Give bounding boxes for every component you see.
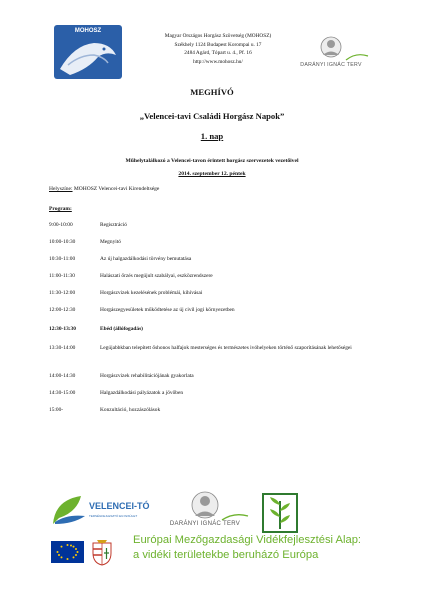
program-desc: Halászati őrzés megújult szabályai, eszközrendszere <box>100 273 213 279</box>
program-desc: Halgazdálkodási pályázatok a jövőben <box>100 390 184 396</box>
eafrd-slogan <box>133 533 383 563</box>
eu-stars-icon <box>51 541 84 563</box>
org-website[interactable]: http://www.mohosz.hu/ <box>193 58 243 65</box>
day-title: 1. nap <box>200 131 224 141</box>
program-time: 15:00- <box>49 407 64 413</box>
program-desc: Regisztráció <box>100 222 127 228</box>
ministry-seal <box>89 537 115 567</box>
velencei-to-sub: TERSÉGFEJLESZTŐ EGYESÜLET <box>89 514 138 518</box>
program-time: 12:00-12:30 <box>49 307 76 313</box>
mohosz-logo-text: MOHOSZ <box>74 28 102 34</box>
leader-wheat-icon <box>262 493 298 533</box>
eafrd-line-1: Európai Mezőgazdasági Vidékfejlesztési Alap: <box>133 534 362 546</box>
eafrd-line-2: a vidéki területekbe beruházó Európa <box>133 549 319 561</box>
program-time: 13:30-14:00 <box>49 345 76 351</box>
eu-flag <box>51 541 84 563</box>
program-desc: Horgászvizek rehabilitációjának gyakorlata <box>100 373 194 379</box>
workshop-subtitle: Műhelytalálkozó a Velencei-tavon érintett horgász szervezetek vezetőivel <box>125 158 299 164</box>
program-desc: Horgászvizek kezelésének problémái, kihívásai <box>100 290 203 296</box>
program-time: 9:00-10:00 <box>49 222 73 228</box>
program-desc: Horgászegyesületek működtetése az új civil jogi környezetben <box>100 307 235 313</box>
event-date: 2014. szeptember 12. péntek <box>178 171 246 177</box>
velencei-to-name: VELENCEI-TÓ <box>89 501 150 511</box>
venue-line <box>49 186 159 192</box>
program-desc: Az új halgazdálkodási törvény bemutatása <box>100 256 192 262</box>
program-desc: Legújabbkban telepített őshonos halfajok mesterséges és természetes ivóhelyeken történő szaporításának lehetőségei <box>100 345 352 351</box>
coat-of-arms-icon <box>89 537 115 567</box>
fish-icon <box>54 25 122 79</box>
portrait-icon <box>160 490 250 522</box>
program-time: 10:30-11:00 <box>49 256 76 262</box>
venue-label: Helyszíne: <box>49 186 73 192</box>
leader-logo <box>262 493 298 533</box>
program-time: 10:00-10:30 <box>49 239 76 245</box>
org-seat: Székhely 1124 Budapest Korompai u. 17 <box>174 41 262 48</box>
invitation-title: MEGHÍVÓ <box>190 87 234 97</box>
program-time: 12:30-13:30 <box>49 326 76 332</box>
daranyi-text: DARÁNYI IGNÁC TERV <box>300 62 362 68</box>
org-address-block <box>130 32 306 66</box>
program-desc: Konzultáció, hozzászólások <box>100 407 161 413</box>
venue-value: MOHOSZ Velencei-tavi Kirendeltsége <box>73 186 160 192</box>
org-postal: 2484 Agárd, Tópart u. 4., Pf. 16 <box>184 50 252 57</box>
daranyi-logo-header <box>290 36 372 72</box>
program-time: 11:30-12:00 <box>49 290 76 296</box>
daranyi-text: DARÁNYI IGNÁC TERV <box>169 521 241 527</box>
mohosz-logo <box>54 25 122 79</box>
program-time: 14:00-14:30 <box>49 373 76 379</box>
program-desc: Ebéd (állófogadás) <box>100 326 143 332</box>
daranyi-logo-footer <box>160 490 250 532</box>
program-desc: Megnyitó <box>100 239 121 245</box>
leaf-wave-icon <box>51 494 87 526</box>
portrait-icon <box>290 36 372 62</box>
program-time: 14:30-15:00 <box>49 390 76 396</box>
program-heading: Program: <box>49 206 72 212</box>
program-time: 11:00-11:30 <box>49 273 75 279</box>
velencei-to-logo <box>51 494 159 526</box>
org-name: Magyar Országos Horgász Szövetség (MOHOSZ) <box>164 33 272 39</box>
event-title: „Velencei-tavi Családi Horgász Napok” <box>139 111 285 121</box>
